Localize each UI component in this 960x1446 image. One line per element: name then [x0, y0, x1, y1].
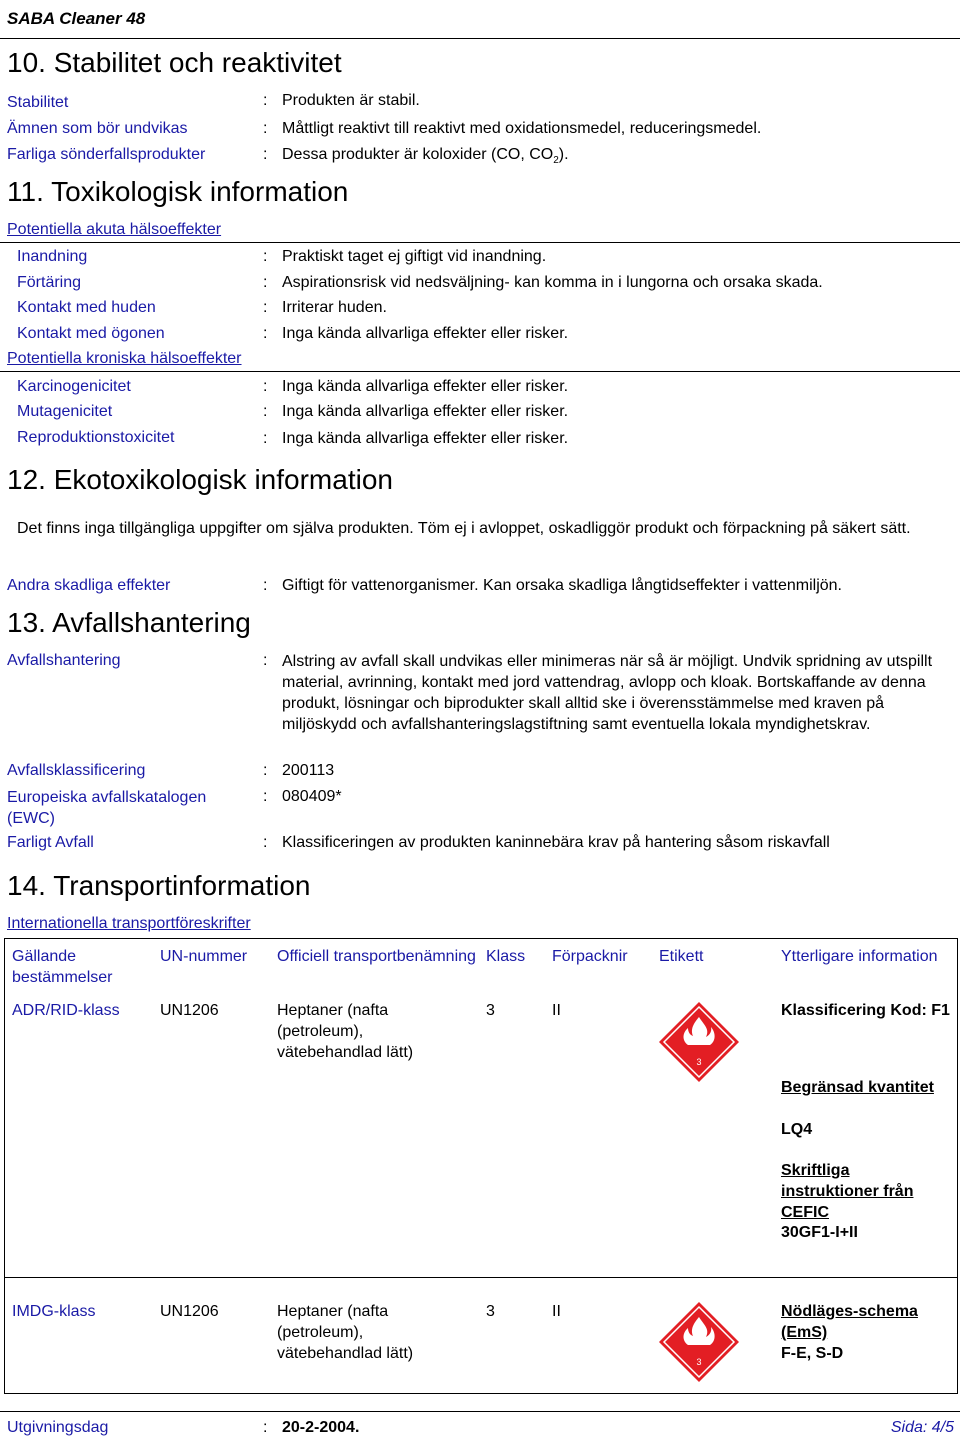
acute-value-fortaring: Aspirationsrisk vid nedsväljning- kan komma in i lungorna och orsaka skada.: [282, 274, 823, 291]
td-pg-adr: II: [552, 1002, 561, 1019]
page-number: Sida: 4/5: [890, 1419, 954, 1436]
s10-value-farliga: Dessa produkter är koloxider (CO, $CO_2$).: [282, 146, 569, 167]
colon: :: [263, 762, 268, 779]
placard-number: 3: [696, 1057, 702, 1067]
waste-class-label: Avfallsklassificering: [7, 762, 146, 779]
section-12-title: 12. Ekotoxikologisk information: [7, 464, 393, 495]
colon: :: [263, 146, 268, 163]
s10-label-amnen: Ämnen som bör undvikas: [7, 120, 188, 137]
td-info-adr-cefic-title: Skriftliga instruktioner från CEFIC: [781, 1162, 914, 1221]
acute-label-fortaring: Förtäring: [17, 274, 82, 291]
section-13-title: 13. Avfallshantering: [7, 607, 251, 638]
footer-label: Utgivningsdag: [7, 1419, 109, 1436]
chronic-label-karcinogenicitet: Karcinogenicitet: [17, 378, 131, 395]
disposal-label: Avfallshantering: [7, 652, 121, 669]
colon: :: [263, 403, 268, 420]
td-info-imdg-ems-title: Nödläges-schema (EmS): [781, 1303, 918, 1341]
eco-paragraph: Det finns inga tillgängliga uppgifter om själva produkten. Töm ej i avloppet, oskadliggör produkt och förpackning på säkert sätt.: [17, 520, 911, 537]
row-divider: [5, 1277, 957, 1278]
s10-value-stabilitet: Produkten är stabil.: [282, 92, 420, 109]
flammable-liquid-placard-icon: [658, 1001, 740, 1083]
hazwaste-value: Klassificeringen av produkten kaninnebära krav på hantering såsom riskavfall: [282, 834, 830, 851]
divider: [0, 242, 960, 243]
acute-label-ogonen: Kontakt med ögonen: [17, 325, 165, 342]
colon: :: [263, 834, 268, 851]
product-name: SABA Cleaner 48: [7, 9, 146, 28]
td-regulation-imdg: IMDG-klass: [12, 1303, 96, 1320]
td-class-adr: 3: [486, 1002, 495, 1019]
td-un-adr: UN1206: [160, 1002, 219, 1019]
transport-table: [4, 938, 958, 1394]
acute-label-huden: Kontakt med huden: [17, 299, 156, 316]
flammable-liquid-placard-icon: [658, 1301, 740, 1383]
s10-value-amnen: Måttligt reaktivt till reaktivt med oxidationsmedel, reduceringsmedel.: [282, 120, 762, 137]
colon: :: [263, 378, 268, 395]
chronic-value-reproduktion: Inga kända allvarliga effekter eller risker.: [282, 430, 569, 447]
section-10-title: 10. Stabilitet och reaktivitet: [7, 47, 342, 78]
acute-value-inandning: Praktiskt taget ej giftigt vid inandning.: [282, 248, 547, 265]
divider: [0, 371, 960, 372]
chronic-value-mutagenicitet: Inga kända allvarliga effekter eller risker.: [282, 403, 569, 420]
td-name-adr: Heptaner (nafta (petroleum), vätebehandlad lätt): [277, 1002, 414, 1061]
acute-label-inandning: Inandning: [17, 248, 88, 265]
th-label: Etikett: [659, 948, 704, 965]
chronic-value-karcinogenicitet: Inga kända allvarliga effekter eller risker.: [282, 378, 569, 395]
colon: :: [263, 430, 268, 447]
colon: :: [263, 248, 268, 265]
footer-divider: [0, 1411, 960, 1412]
ewc-value: 080409*: [282, 788, 342, 805]
footer-date: 20-2-2004.: [282, 1419, 360, 1436]
chronic-label-reproduktion: Reproduktionstoxicitet: [17, 429, 175, 446]
ewc-label: Europeiska avfallskatalogen (EWC): [7, 789, 207, 827]
placard-number: 3: [696, 1357, 702, 1367]
td-un-imdg: UN1206: [160, 1303, 219, 1320]
td-info-adr-lq-value: LQ4: [781, 1121, 813, 1138]
colon: :: [263, 120, 268, 137]
th-class: Klass: [486, 948, 526, 965]
chronic-heading: Potentiella kroniska hälsoeffekter: [7, 350, 242, 367]
td-info-adr-cefic-value: 30GF1-I+II: [781, 1224, 858, 1241]
colon: :: [263, 92, 268, 109]
eco-value: Giftigt för vattenorganismer. Kan orsaka skadliga långtidseffekter i vattenmiljön.: [282, 577, 842, 594]
td-info-imdg-ems-value: F-E, S-D: [781, 1345, 844, 1362]
s10-label-farliga: Farliga sönderfallsprodukter: [7, 146, 206, 163]
th-un: UN-nummer: [160, 948, 248, 965]
transport-subheading: Internationella transportföreskrifter: [7, 915, 251, 932]
acute-heading: Potentiella akuta hälsoeffekter: [7, 221, 222, 238]
th-regulation: Gällande bestämmelser: [12, 948, 113, 986]
th-info: Ytterligare information: [781, 948, 938, 965]
acute-value-huden: Irriterar huden.: [282, 299, 387, 316]
td-regulation-adr: ADR/RID-klass: [12, 1002, 120, 1019]
disposal-value: Alstring av avfall skall undvikas eller minimeras när så är möjligt. Undvik spridning av utspillt material, avrinning, kontakt med jord vattendrag, avlopp och kloak. Bortskaffande av denna produkt, lösningar och biprodukter skall alltid ske i överensstämmelse med kraven på miljöskydd och avfallshanteringslagstiftning samt eventuella lokala myndighetskrav.: [282, 653, 933, 733]
colon: :: [263, 299, 268, 316]
hazwaste-label: Farligt Avfall: [7, 834, 94, 851]
td-pg-imdg: II: [552, 1303, 561, 1320]
colon: :: [263, 788, 268, 805]
th-name: Officiell transportbenämning: [277, 948, 476, 965]
colon: :: [263, 1419, 268, 1436]
section-14-title: 14. Transportinformation: [7, 870, 311, 901]
td-info-adr-code: Klassificering Kod: F1: [781, 1002, 950, 1019]
s10-label-stabilitet: Stabilitet: [7, 94, 69, 111]
td-name-imdg: Heptaner (nafta (petroleum), vätebehandlad lätt): [277, 1303, 414, 1362]
eco-label: Andra skadliga effekter: [7, 577, 171, 594]
waste-class-value: 200113: [282, 762, 335, 779]
th-packing-group: Förpacknir: [552, 948, 628, 965]
colon: :: [263, 274, 268, 291]
colon: :: [263, 652, 268, 669]
chronic-label-mutagenicitet: Mutagenicitet: [17, 403, 113, 420]
colon: :: [263, 577, 268, 594]
td-class-imdg: 3: [486, 1303, 495, 1320]
colon: :: [263, 325, 268, 342]
section-11-title: 11. Toxikologisk information: [7, 176, 349, 207]
acute-value-ogonen: Inga kända allvarliga effekter eller risker.: [282, 325, 569, 342]
td-info-adr-lq-title: Begränsad kvantitet: [781, 1079, 934, 1096]
